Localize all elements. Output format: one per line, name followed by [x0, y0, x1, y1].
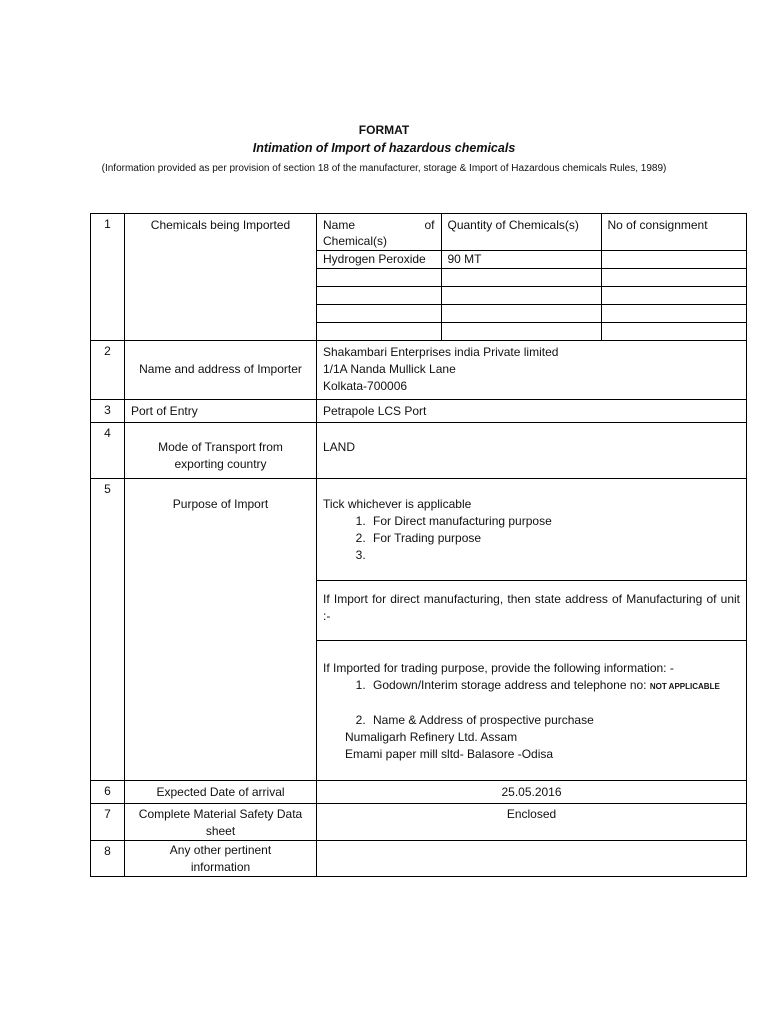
list-item: 1. Godown/Interim storage address and telephone no: NOT APPLICABLE	[369, 677, 740, 695]
row-label: Complete Material Safety Data sheet	[125, 803, 317, 840]
row-other-info	[91, 840, 747, 876]
chemical-consignment	[601, 250, 747, 268]
row-number: 1	[91, 214, 125, 341]
trading-list	[323, 677, 740, 695]
empty-cell	[441, 304, 601, 322]
manufacturing-info: If Import for direct manufacturing, then state address of Manufacturing of unit :-	[317, 581, 746, 641]
list-item	[369, 547, 740, 564]
other-info-value	[317, 840, 747, 876]
row-msds	[91, 803, 747, 840]
empty-cell	[317, 268, 441, 286]
row-number: 3	[91, 399, 125, 422]
transport-value: LAND	[317, 422, 747, 478]
empty-cell	[441, 322, 601, 340]
row-number: 7	[91, 803, 125, 840]
prospective-list	[323, 712, 740, 729]
purpose-options: Tick whichever is applicable 1. For Direct manufacturing purpose 2. For Trading purpose 3.	[317, 479, 746, 581]
row-importer	[91, 340, 747, 399]
form-title: FORMAT	[358, 123, 410, 137]
row-number: 8	[91, 840, 125, 876]
col-header-quantity: Quantity of Chemicals(s)	[441, 214, 601, 250]
chemicals-subtable	[317, 214, 747, 340]
empty-cell	[317, 304, 441, 322]
row-number: 5	[91, 478, 125, 780]
empty-cell	[441, 286, 601, 304]
row-arrival	[91, 780, 747, 803]
list-item: 2. Name & Address of prospective purchase	[369, 712, 740, 729]
row-label: Expected Date of arrival	[125, 780, 317, 803]
row-label: Chemicals being Imported	[125, 214, 317, 341]
empty-cell	[317, 322, 441, 340]
row-purpose	[91, 478, 747, 780]
chemical-quantity: 90 MT	[441, 250, 601, 268]
buyer-name: Numaligarh Refinery Ltd. Assam	[345, 729, 518, 744]
empty-cell	[601, 268, 747, 286]
purpose-list	[323, 513, 740, 564]
list-item: 2. For Trading purpose	[369, 530, 740, 547]
trading-info: If Imported for trading purpose, provide the following information: - 1. Godown/Interim storage address and telephone no: NOT APPLICABLE 2. Name & Address of prospective purchase Numaligarh Refinery Ltd. Assam Emami paper mill sltd- Balasore -Odisa	[317, 641, 746, 780]
row-label: Port of Entry	[125, 399, 317, 422]
row-label: Name and address of Importer	[125, 340, 317, 399]
col-header-name: Name of Chemical(s)	[317, 214, 441, 250]
msds-value: Enclosed	[317, 803, 747, 840]
arrival-date: 25.05.2016	[317, 780, 747, 803]
chemicals-cell	[317, 214, 747, 341]
godown-value: NOT APPLICABLE	[649, 681, 720, 691]
form-note: (Information provided as per provision of section 18 of the manufacturer, storage & Import of Hazardous chemicals Rules, 1989)	[101, 163, 667, 174]
intimation-table	[90, 213, 747, 877]
row-port	[91, 399, 747, 422]
port-value: Petrapole LCS Port	[317, 399, 747, 422]
row-transport	[91, 422, 747, 478]
row-number: 2	[91, 340, 125, 399]
row-number: 4	[91, 422, 125, 478]
col-header-consignment: No of consignment	[601, 214, 747, 250]
chemical-name: Hydrogen Peroxide	[317, 250, 441, 268]
row-chemicals	[91, 214, 747, 341]
empty-cell	[601, 286, 747, 304]
empty-cell	[317, 286, 441, 304]
empty-cell	[441, 268, 601, 286]
row-number: 6	[91, 780, 125, 803]
row-label: Mode of Transport from exporting country	[125, 422, 317, 478]
empty-cell	[601, 304, 747, 322]
form-subtitle: Intimation of Import of hazardous chemicals	[252, 141, 516, 155]
buyer-name: Emami paper mill sltd- Balasore -Odisa	[345, 746, 554, 761]
row-label: Any other pertinent information	[125, 840, 317, 876]
list-item: 1. For Direct manufacturing purpose	[369, 513, 740, 530]
purpose-cell	[317, 478, 747, 780]
empty-cell	[601, 322, 747, 340]
row-label: Purpose of Import	[125, 478, 317, 780]
importer-address: Shakambari Enterprises india Private limited 1/1A Nanda Mullick Lane Kolkata-700006	[317, 340, 747, 399]
